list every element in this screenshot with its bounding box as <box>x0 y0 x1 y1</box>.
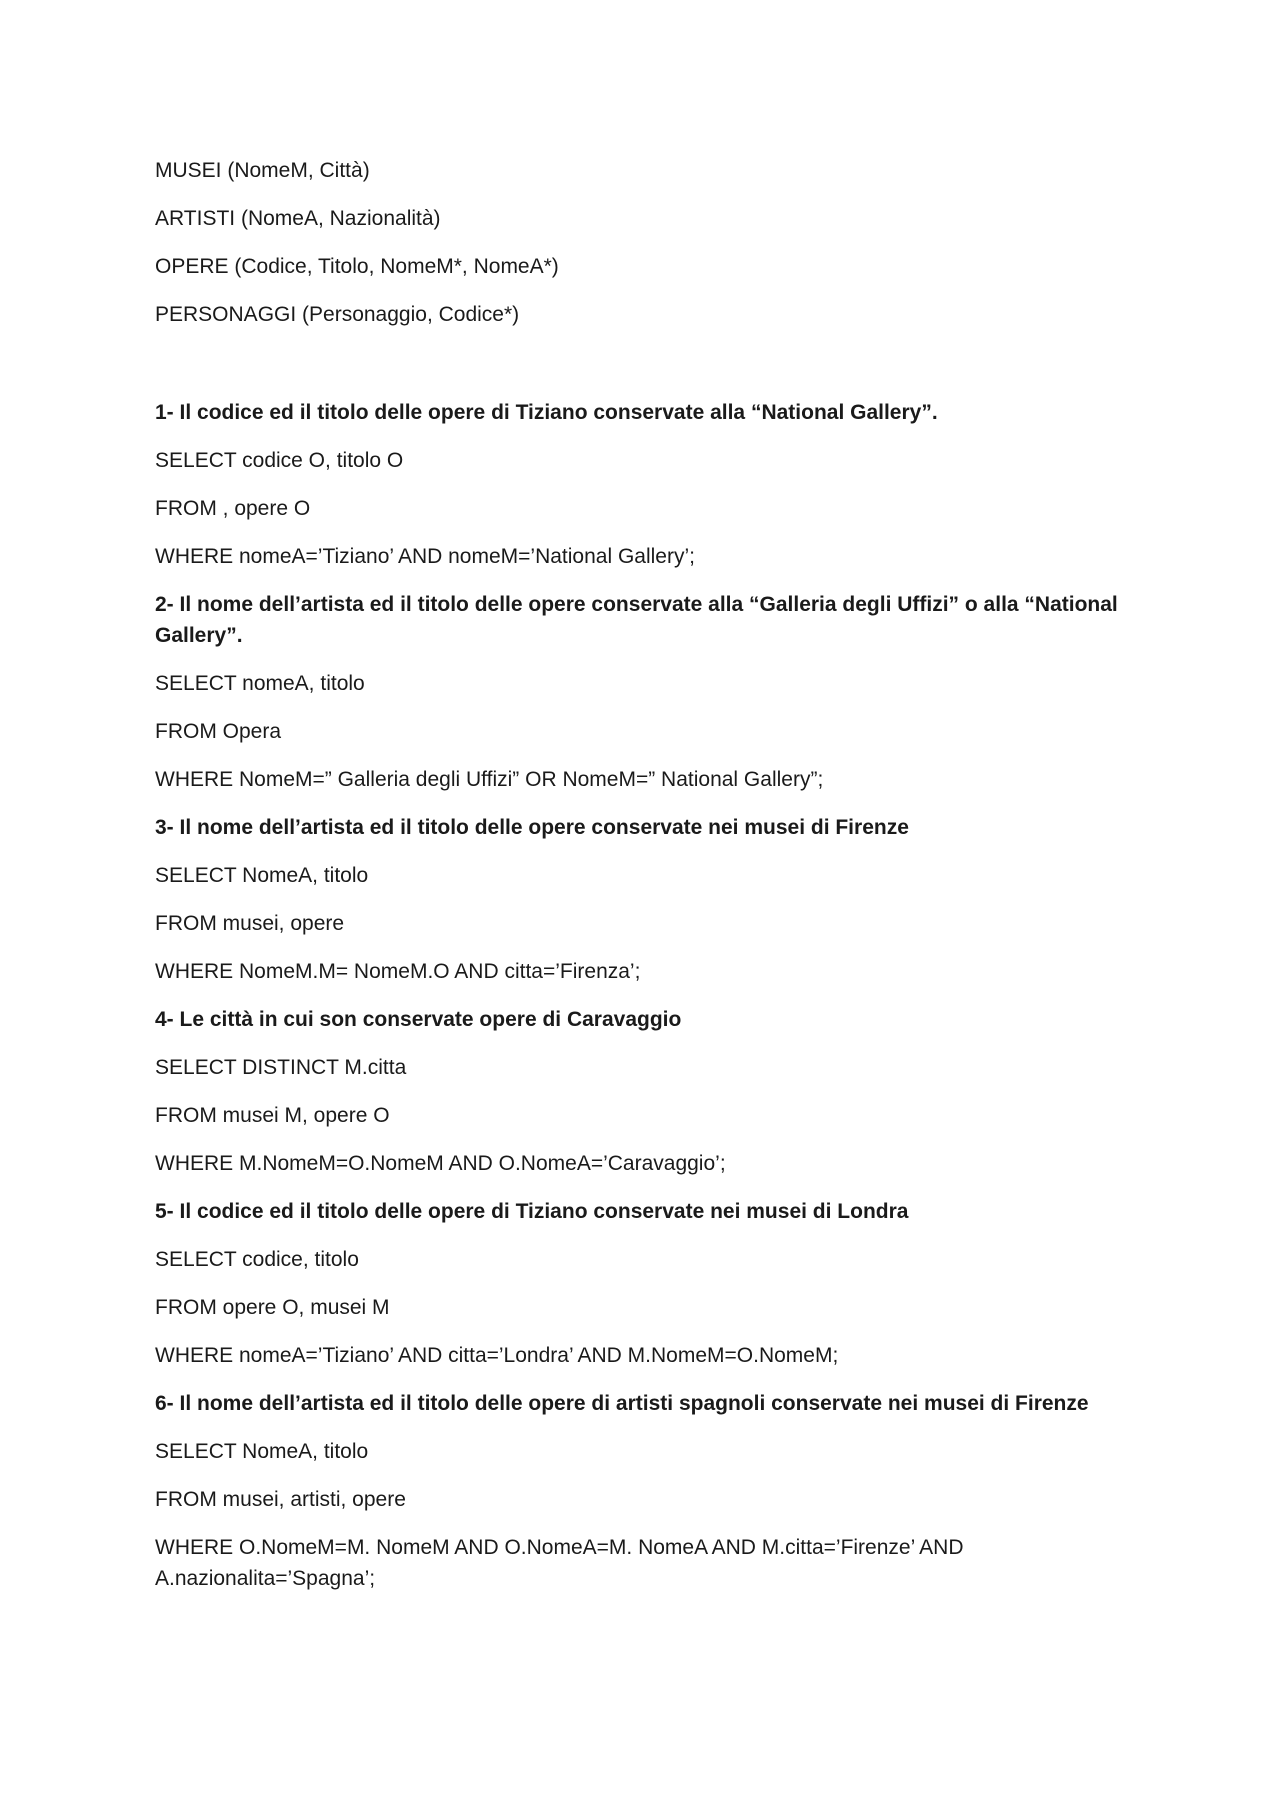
sql-line: SELECT DISTINCT M.citta <box>155 1056 407 1079</box>
sql-line: WHERE nomeA=’Tiziano’ AND nomeM=’National Gallery’; <box>155 545 695 568</box>
exercise-question: 1- Il codice ed il titolo delle opere di Tiziano conservate alla “National Gallery”. <box>155 401 938 424</box>
schema-line: PERSONAGGI (Personaggio, Codice*) <box>155 303 520 326</box>
exercise-question: 4- Le città in cui son conservate opere di Caravaggio <box>155 1008 682 1031</box>
sql-line: SELECT nomeA, titolo <box>155 672 365 695</box>
sql-line: WHERE M.NomeM=O.NomeM AND O.NomeA=’Caravaggio’; <box>155 1152 726 1175</box>
sql-line: FROM musei, artisti, opere <box>155 1488 406 1511</box>
sql-line: WHERE nomeA=’Tiziano’ AND citta=’Londra’ AND M.NomeM=O.NomeM; <box>155 1344 839 1367</box>
exercise-question: 6- Il nome dell’artista ed il titolo delle opere di artisti spagnoli conservate nei musei di Firenze <box>155 1392 1089 1415</box>
schema-line: ARTISTI (NomeA, Nazionalità) <box>155 207 441 230</box>
sql-line: SELECT NomeA, titolo <box>155 864 369 887</box>
schema-line: OPERE (Codice, Titolo, NomeM*, NomeA*) <box>155 255 559 278</box>
sql-line: FROM opere O, musei M <box>155 1296 390 1319</box>
sql-line: FROM musei M, opere O <box>155 1104 390 1127</box>
exercise-1 <box>155 397 1135 572</box>
sql-line: FROM Opera <box>155 720 282 743</box>
exercise-5 <box>155 1196 1135 1371</box>
sql-line: WHERE NomeM=” Galleria degli Uffizi” OR NomeM=” National Gallery”; <box>155 768 824 791</box>
schema-line: MUSEI (NomeM, Città) <box>155 159 370 182</box>
sql-line: WHERE O.NomeM=M. NomeM AND O.NomeA=M. NomeA AND M.citta=’Firenze’ AND A.nazionalita=’Spagna’; <box>155 1536 964 1590</box>
sql-line: SELECT NomeA, titolo <box>155 1440 369 1463</box>
sql-line: WHERE NomeM.M= NomeM.O AND citta=’Firenza’; <box>155 960 641 983</box>
sql-line: FROM musei, opere <box>155 912 345 935</box>
exercise-question: 5- Il codice ed il titolo delle opere di Tiziano conservate nei musei di Londra <box>155 1200 909 1223</box>
spacer <box>155 347 1135 397</box>
sql-line: SELECT codice O, titolo O <box>155 449 404 472</box>
exercise-question: 2- Il nome dell’artista ed il titolo delle opere conservate alla “Galleria degli Uffizi” o alla “National Gallery”. <box>155 593 1118 647</box>
exercise-3 <box>155 812 1135 987</box>
exercise-4 <box>155 1004 1135 1179</box>
document-content <box>155 155 1135 1611</box>
sql-line: SELECT codice, titolo <box>155 1248 359 1271</box>
sql-line: FROM , opere O <box>155 497 311 520</box>
exercise-question: 3- Il nome dell’artista ed il titolo delle opere conservate nei musei di Firenze <box>155 816 909 839</box>
exercise-2 <box>155 589 1135 795</box>
exercise-6 <box>155 1388 1135 1594</box>
schema-block <box>155 155 1135 330</box>
